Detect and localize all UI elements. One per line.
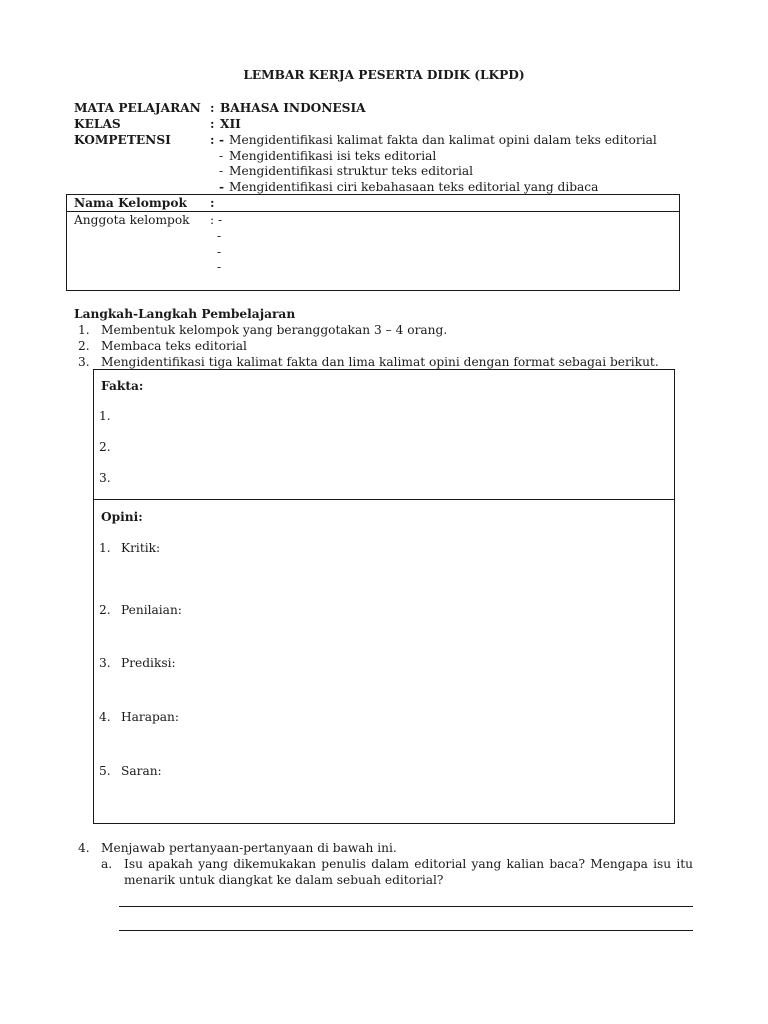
answer-line[interactable] xyxy=(119,906,693,907)
competency-item: Mengidentifikasi struktur teks editorial xyxy=(229,164,474,178)
opini-item-number: 2. xyxy=(99,603,111,617)
step-text: Membentuk kelompok yang beranggotakan 3 – 4 orang. xyxy=(101,323,448,337)
fakta-item-number[interactable]: 3. xyxy=(99,471,111,485)
step-text: Membaca teks editorial xyxy=(101,339,247,353)
fakta-item-number[interactable]: 2. xyxy=(99,440,111,454)
subject-label: MATA PELAJARAN xyxy=(74,101,201,115)
competency-colon: : xyxy=(210,133,215,147)
competency-item: Mengidentifikasi isi teks editorial xyxy=(229,149,437,163)
steps-heading: Langkah-Langkah Pembelajaran xyxy=(74,307,296,321)
question-text: menarik untuk diangkat ke dalam sebuah editorial? xyxy=(124,873,444,887)
step-number: 1. xyxy=(78,323,90,337)
step-number: 3. xyxy=(78,355,90,369)
opini-item-label[interactable]: Prediksi: xyxy=(121,656,176,670)
subject-value: BAHASA INDONESIA xyxy=(220,101,366,115)
group-name-colon: : xyxy=(210,196,215,210)
question-text: Isu apakah yang dikemukakan penulis dalam editorial yang kalian baca? Mengapa isu itu xyxy=(124,857,693,871)
step-number: 2. xyxy=(78,339,90,353)
competency-dash: - xyxy=(219,133,225,147)
group-members-label: Anggota kelompok xyxy=(74,213,190,227)
opini-item-label[interactable]: Penilaian: xyxy=(121,603,182,617)
opini-item-number: 5. xyxy=(99,764,111,778)
competency-label: KOMPETENSI xyxy=(74,133,171,147)
fakta-item-number[interactable]: 1. xyxy=(99,409,111,423)
competency-dash: - xyxy=(219,164,224,178)
opini-heading: Opini: xyxy=(101,510,143,524)
opini-item-number: 4. xyxy=(99,710,111,724)
question-letter: a. xyxy=(101,857,113,871)
class-value: XII xyxy=(220,117,241,131)
competency-dash: - xyxy=(219,149,224,163)
class-colon: : xyxy=(210,117,215,131)
group-member-line: : - xyxy=(210,213,223,227)
question-intro: Menjawab pertanyaan-pertanyaan di bawah ini. xyxy=(101,841,397,855)
group-member-line: - xyxy=(217,260,222,274)
opini-item-number: 1. xyxy=(99,541,111,555)
competency-dash: - xyxy=(219,180,225,194)
fakta-heading: Fakta: xyxy=(101,379,144,393)
answer-line[interactable] xyxy=(119,930,693,931)
group-name-label: Nama Kelompok xyxy=(74,196,187,210)
step-text: Mengidentifikasi tiga kalimat fakta dan lima kalimat opini dengan format sebagai berikut. xyxy=(101,355,659,369)
subject-colon: : xyxy=(210,101,215,115)
group-member-line: - xyxy=(217,245,222,259)
page-title: LEMBAR KERJA PESERTA DIDIK (LKPD) xyxy=(243,68,525,82)
group-member-line: - xyxy=(217,229,222,243)
competency-item: Mengidentifikasi kalimat fakta dan kalimat opini dalam teks editorial xyxy=(229,133,657,147)
fact-opinion-box xyxy=(93,369,675,824)
class-label: KELAS xyxy=(74,117,121,131)
opini-item-label[interactable]: Saran: xyxy=(121,764,162,778)
opini-item-label[interactable]: Kritik: xyxy=(121,541,161,555)
question-number: 4. xyxy=(78,841,90,855)
competency-item: Mengidentifikasi ciri kebahasaan teks editorial yang dibaca xyxy=(229,180,599,194)
opini-item-number: 3. xyxy=(99,656,111,670)
box-divider xyxy=(93,499,675,500)
opini-item-label[interactable]: Harapan: xyxy=(121,710,180,724)
